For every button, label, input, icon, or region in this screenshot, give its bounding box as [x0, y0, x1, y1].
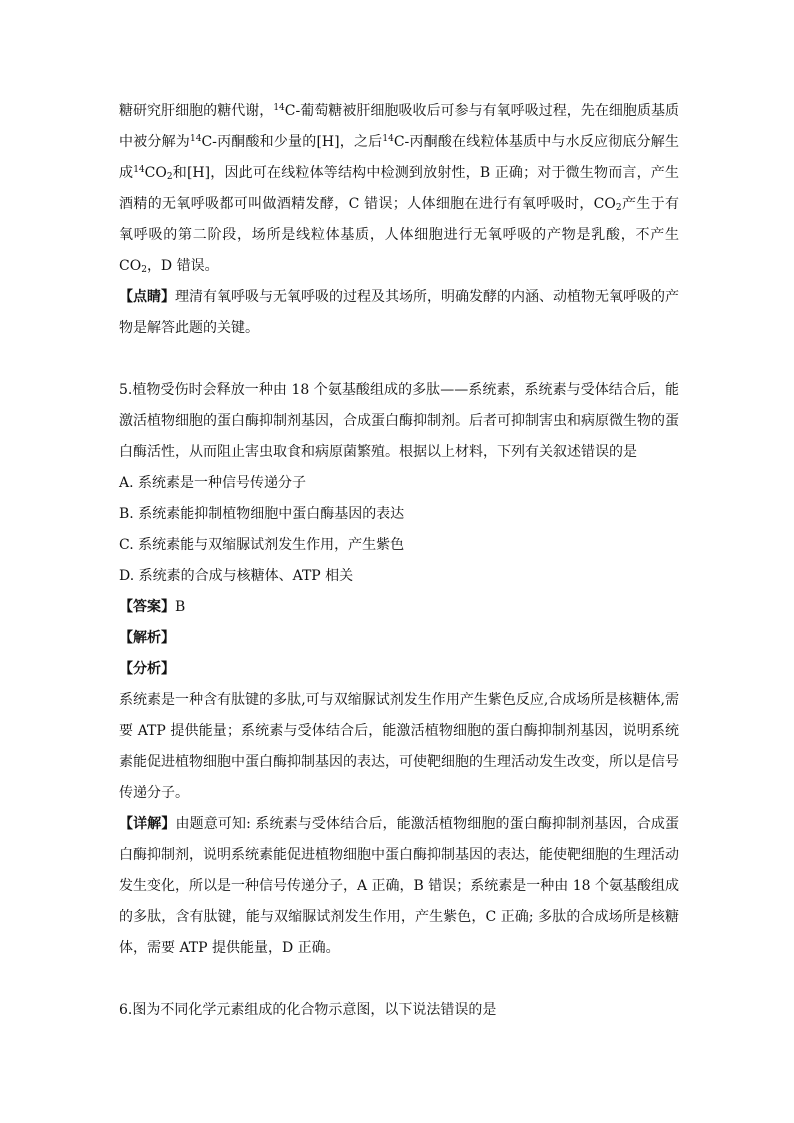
detail-text: 由题意可知: 系统素与受体结合后，能激活植物细胞的蛋白酶抑制剂基因，合成蛋白酶抑制剂，说明系统素能促进植物细胞中蛋白酶抑制基因的表达，能使靶细胞的生理活动发生变化，所以是一种信号传递分子，A 正确，B 错误；系统素是一种由 18 个氨基酸组成的多肽，含有肽键，能与双缩脲试剂发生作用，产生紫色，C 正确; 多肽的合成场所是核糖体，需要 ATP 提供能量，D 正确。 [119, 816, 680, 956]
q6-stem: 6.图为不同化学元素组成的化合物示意图，以下说法错误的是 [119, 1002, 497, 1018]
q5-stem: 5.植物受伤时会释放一种由 18 个氨基酸组成的多肽——系统素，系统素与受体结合后，能激活植物细胞的蛋白酶抑制剂基因，合成蛋白酶抑制剂。后者可抑制害虫和病原微生物的蛋白酶活性，从而阻止害虫取食和病原菌繁殖。根据以上材料，下列有关叙述错误的是 [119, 382, 679, 460]
text-run: ，D 错误。 [146, 258, 219, 274]
q4-explanation-tail [119, 96, 679, 282]
detail-label: 【详解】 [119, 816, 176, 832]
text-run: 和[H]，因此可在线粒体等结构中检测到放射性，B 正确；对于微生物而言，产生酒精的无氧呼吸都可叫做酒精发酵，C 错误；人体细胞在进行有氧呼吸时，CO [119, 165, 679, 212]
q4-comment [119, 282, 679, 344]
superscript-14: 14 [382, 134, 394, 144]
subscript-2: 2 [166, 172, 173, 182]
spacer [119, 964, 679, 995]
q5-option-a: A. 系统素是一种信号传递分子 [119, 475, 307, 491]
q5-option-b: B. 系统素能抑制植物细胞中蛋白酶基因的表达 [119, 506, 405, 522]
q5-option-c: C. 系统素能与双缩脲试剂发生作用，产生紫色 [119, 537, 405, 553]
subscript-2: 2 [141, 265, 147, 275]
superscript-14: 14 [133, 165, 145, 175]
q5-answer [119, 592, 679, 623]
q5-fenxi-text: 系统素是一种含有肽键的多肽,可与双缩脲试剂发生作用产生紫色反应,合成场所是核糖体,需要 ATP 提供能量；系统素与受体结合后，能激活植物细胞的蛋白酶抑制剂基因，说明系统素能促进植物细胞中蛋白酶抑制基因的表达，可使靶细胞的生理活动发生改变，所以是信号传递分子。 [119, 692, 679, 801]
text-run: C-葡萄糖被肝细胞吸收后可参与有氧呼吸过程，先在细胞质基质中被分解为 [119, 103, 679, 150]
text-run: C-丙酮酸和少量的[H]，之后 [201, 134, 383, 150]
document-page [119, 96, 679, 1026]
answer-label: 【答案】 [119, 599, 175, 615]
q5-analysis-label: 【解析】 [119, 630, 175, 646]
text-run: 糖研究肝细胞的糖代谢， [119, 103, 274, 119]
q5-detail [119, 809, 679, 964]
spacer [119, 344, 679, 375]
superscript-14: 14 [189, 134, 202, 144]
comment-label: 【点睛】 [119, 289, 175, 305]
q5-option-d: D. 系统素的合成与核糖体、ATP 相关 [119, 568, 354, 584]
superscript-14: 14 [273, 103, 285, 113]
answer-value: B [175, 599, 186, 615]
comment-text: 理清有氧呼吸与无氧呼吸的过程及其场所，明确发酵的内涵、动植物无氧呼吸的产物是解答此题的关键。 [119, 289, 679, 336]
text-run: CO [144, 165, 167, 181]
subscript-2: 2 [615, 203, 622, 213]
text-run: C-丙酮酸在线粒体基质中与水反应彻底分解生成 [119, 134, 679, 181]
q5-fenxi-label: 【分析】 [119, 661, 175, 677]
text-run: 产生于有氧呼吸的第二阶段，场所是线粒体基质，人体细胞进行无氧呼吸的产物是乳酸，不产生 CO [119, 196, 680, 274]
